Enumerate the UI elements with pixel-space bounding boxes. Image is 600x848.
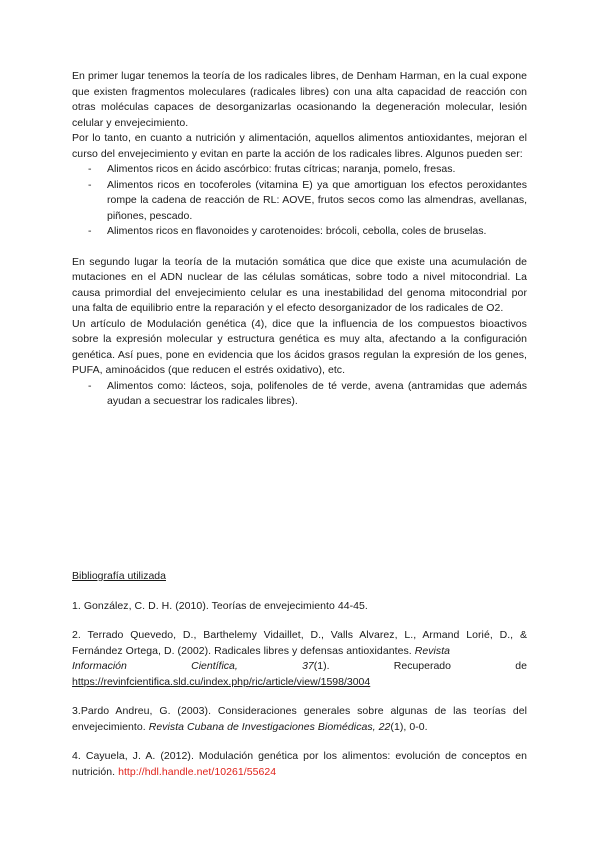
paragraph-nutrition: Por lo tanto, en cuanto a nutrición y alimentación, aquellos alimentos antioxidantes, mejoran el curso del envejecimiento y evitan en parte la acción de los radicales libres. Algunos pueden ser: — [72, 132, 527, 160]
reference-3-issue: (1), 0-0. — [390, 720, 428, 733]
spacer — [72, 690, 527, 704]
reference-2-link[interactable]: https://revinfcientifica.sld.cu/index.php/ric/article/view/1598/3004 — [72, 675, 371, 688]
reference-2-journal-c: Científica, — [191, 660, 238, 672]
spacer — [72, 240, 527, 255]
reference-2-volume-issue — [302, 659, 329, 675]
bibliography-title: Bibliografía utilizada — [72, 570, 166, 582]
spacer — [72, 735, 527, 749]
reference-3-volume: 22 — [378, 720, 391, 733]
document-body — [72, 69, 527, 410]
list-item — [72, 162, 527, 178]
paragraph-genetic-modulation: Un artículo de Modulación genética (4), dice que la influencia de los compuestos bioactivos sobre la expresión molecular y estructura genética es muy alta, afectando a la configuración genética. Así pues, pone en evidencia que los ácidos grasos regulan la expresión de los genes, PUFA, aminoácidos (que reducen el estrés oxidativo), etc. — [72, 317, 527, 376]
reference-4-text: 4. Cayuela, J. A. (2012). Modulación genética por los alimentos: evolución de conceptos en nutrición. — [72, 750, 527, 778]
list-item — [72, 224, 527, 240]
spacer — [72, 585, 527, 599]
reference-1: 1. González, C. D. H. (2010). Teorías de envejecimiento 44-45. — [72, 599, 368, 612]
dash-bullet: - — [88, 163, 92, 175]
dash-bullet: - — [88, 178, 92, 191]
reference-2-journal-line — [72, 659, 527, 675]
bibliography — [72, 569, 527, 780]
reference-3 — [72, 704, 527, 735]
reference-2-volume: 37 — [302, 660, 314, 672]
food-examples-list — [72, 379, 527, 410]
reference-4-link[interactable]: http://hdl.handle.net/10261/55624 — [118, 765, 277, 778]
reference-4 — [72, 749, 527, 780]
list-item — [72, 379, 527, 410]
dash-bullet: - — [88, 379, 92, 392]
list-item-text: Alimentos ricos en tocoferoles (vitamina E) ya que amortiguan los efectos peroxidantes rompe la cadena de reacción de RL: AOVE, frutos secos como las almendras, avellanas, piñones, pescado. — [107, 178, 527, 222]
reference-2-journal-b: Información — [72, 660, 127, 672]
paragraph-free-radicals: En primer lugar tenemos la teoría de los radicales libres, de Denham Harman, en la cual expone que existen fragmentos moleculares (radicales libres) con una alta capacidad de reacción con otras moléculas capaces de desorganizarlas ocasionando la degeneración molecular, lesión celular y envejecimiento. — [72, 70, 527, 129]
list-item — [72, 178, 527, 225]
dash-bullet: - — [88, 225, 92, 237]
reference-2-journal-a: Revista — [414, 644, 451, 657]
reference-2-authors — [72, 628, 527, 659]
reference-2-de: de — [515, 660, 527, 672]
antioxidant-food-list — [72, 162, 527, 240]
reference-3-journal: Revista Cubana de Investigaciones Biomédicas, — [148, 720, 376, 733]
list-item-text: Alimentos ricos en ácido ascórbico: frutas cítricas; naranja, pomelo, fresas. — [107, 163, 456, 175]
reference-2-text: 2. Terrado Quevedo, D., Barthelemy Vidaillet, D., Valls Alvarez, L., Armand Lorié, D., & Fernández Ortega, D. (2002). Radicales libres y defensas antioxidantes. — [72, 629, 527, 657]
list-item-text: Alimentos ricos en flavonoides y carotenoides: brócoli, cebolla, coles de bruselas. — [107, 225, 487, 237]
reference-3-text: 3.Pardo Andreu, G. (2003). Consideraciones generales sobre algunas de las teorías del envejecimiento. — [72, 705, 527, 733]
paragraph-somatic-mutation: En segundo lugar la teoría de la mutación somática que dice que existe una acumulación de mutaciones en el ADN nuclear de las células somáticas, sobre todo a nivel mitocondrial. La causa primordial del envejecimiento celular es una inestabilidad del genoma mitocondrial por una falta de equilibrio entre la reparación y el efecto desorganizador de los radicales de O2. — [72, 255, 527, 314]
reference-2 — [72, 628, 527, 690]
spacer — [72, 614, 527, 628]
reference-2-recuperado: Recuperado — [393, 660, 451, 672]
list-item-text: Alimentos como: lácteos, soja, polifenoles de té verde, avena (antramidas que además ayudan a secuestrar los radicales libres). — [107, 379, 527, 407]
reference-2-issue: (1). — [313, 660, 330, 672]
